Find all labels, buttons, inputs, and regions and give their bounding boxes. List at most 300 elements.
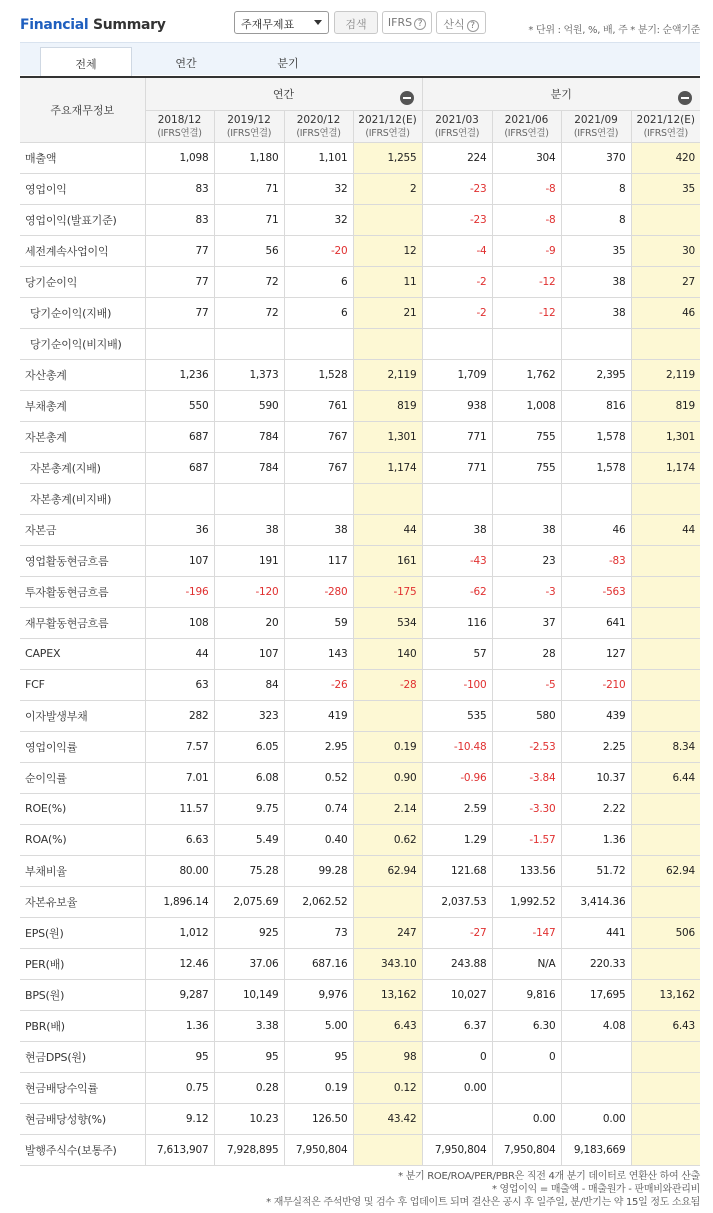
table-cell: 3.38 — [214, 1010, 284, 1041]
table-cell: 1,174 — [353, 452, 422, 483]
row-label: 세전계속사업이익 — [20, 235, 145, 266]
period-basis: (IFRS연결) — [157, 127, 202, 139]
table-cell: 38 — [561, 297, 631, 328]
period-basis: (IFRS연결) — [365, 127, 410, 139]
table-row — [20, 545, 700, 576]
table-cell: 13,162 — [353, 979, 422, 1010]
table-cell: 83 — [145, 204, 214, 235]
table-cell: 72 — [214, 266, 284, 297]
table-cell: 687.16 — [284, 948, 353, 979]
row-label: 당기순이익(비지배) — [20, 328, 145, 359]
table-cell: 0.28 — [214, 1072, 284, 1103]
table-cell: 1,012 — [145, 917, 214, 948]
table-cell: 2,119 — [631, 359, 700, 390]
table-cell: 7,950,804 — [422, 1134, 492, 1165]
table-cell: 2,395 — [561, 359, 631, 390]
table-cell: 38 — [284, 514, 353, 545]
table-row — [20, 793, 700, 824]
table-cell: 71 — [214, 204, 284, 235]
table-cell: 7.57 — [145, 731, 214, 762]
row-label: 자본총계 — [20, 421, 145, 452]
row-label: 자본총계(지배) — [20, 452, 145, 483]
row-label: 영업이익률 — [20, 731, 145, 762]
table-row — [20, 638, 700, 669]
table-cell: 107 — [145, 545, 214, 576]
table-cell: 12.46 — [145, 948, 214, 979]
table-cell: -2 — [422, 266, 492, 297]
table-row — [20, 421, 700, 452]
table-cell: 370 — [561, 142, 631, 173]
table-cell: 755 — [492, 452, 561, 483]
footnote: * 재무실적은 주석반영 및 검수 후 업데이트 되며 결산은 공시 후 일주일, 분/반기는 약 15일 정도 소요됨 — [266, 1197, 700, 1208]
table-cell: 95 — [284, 1041, 353, 1072]
table-cell: 220.33 — [561, 948, 631, 979]
table-cell — [214, 328, 284, 359]
table-cell — [561, 328, 631, 359]
table-cell — [631, 824, 700, 855]
table-cell: 0.00 — [422, 1072, 492, 1103]
table-cell — [353, 483, 422, 514]
table-cell: 10.23 — [214, 1103, 284, 1134]
footnote: * 영업이익 = 매출액 - 매출원가 - 판매비와관리비 — [491, 1184, 700, 1195]
table-cell: -26 — [284, 669, 353, 700]
table-row — [20, 390, 700, 421]
period-header — [422, 110, 492, 142]
period-label: 2020/12 — [296, 113, 341, 126]
table-cell: 819 — [353, 390, 422, 421]
table-cell: -3.84 — [492, 762, 561, 793]
table-cell: 37.06 — [214, 948, 284, 979]
table-cell: 784 — [214, 421, 284, 452]
table-row — [20, 948, 700, 979]
table-cell: 1,896.14 — [145, 886, 214, 917]
table-cell: 6.08 — [214, 762, 284, 793]
table-cell: 2.25 — [561, 731, 631, 762]
table-cell: 2.95 — [284, 731, 353, 762]
table-cell — [631, 1134, 700, 1165]
table-body — [20, 142, 700, 1165]
table-row — [20, 204, 700, 235]
table-cell — [631, 638, 700, 669]
table-row — [20, 1010, 700, 1041]
row-label: 부채총계 — [20, 390, 145, 421]
table-row — [20, 607, 700, 638]
period-basis: (IFRS연결) — [434, 127, 480, 139]
tab-all[interactable]: 전체 — [40, 47, 132, 76]
table-cell: -12 — [492, 297, 561, 328]
table-cell: 439 — [561, 700, 631, 731]
table-cell — [631, 576, 700, 607]
table-row — [20, 514, 700, 545]
table-cell: 1,101 — [284, 142, 353, 173]
group-header-annual — [145, 78, 422, 110]
table-cell: 2,075.69 — [214, 886, 284, 917]
title-part-2: Summary — [88, 17, 166, 33]
table-cell: -147 — [492, 917, 561, 948]
table-cell: 224 — [422, 142, 492, 173]
table-cell: 6.43 — [631, 1010, 700, 1041]
table-cell: 1,373 — [214, 359, 284, 390]
table-cell — [145, 328, 214, 359]
table-cell: 1,528 — [284, 359, 353, 390]
table-cell: -2.53 — [492, 731, 561, 762]
table-row — [20, 1134, 700, 1165]
table-cell: 107 — [214, 638, 284, 669]
table-cell — [631, 886, 700, 917]
row-label: ROE(%) — [20, 793, 145, 824]
table-cell: -23 — [422, 204, 492, 235]
table-cell: 2.59 — [422, 793, 492, 824]
table-cell: 2,062.52 — [284, 886, 353, 917]
table-cell: 7,928,895 — [214, 1134, 284, 1165]
table-cell: 32 — [284, 204, 353, 235]
table-cell — [631, 1103, 700, 1134]
row-label: 현금DPS(원) — [20, 1041, 145, 1072]
table-cell: 1,301 — [353, 421, 422, 452]
row-label: 자본총계(비지배) — [20, 483, 145, 514]
table-cell: 6.43 — [353, 1010, 422, 1041]
table-cell: 7,950,804 — [492, 1134, 561, 1165]
table-cell — [631, 1072, 700, 1103]
search-button[interactable]: 검색 — [334, 11, 378, 34]
table-cell: 6.44 — [631, 762, 700, 793]
table-cell: 191 — [214, 545, 284, 576]
collapse-annual-icon[interactable] — [400, 91, 414, 105]
table-row — [20, 359, 700, 390]
table-cell: 282 — [145, 700, 214, 731]
table-cell: 1,578 — [561, 452, 631, 483]
row-label: 투자활동현금흐름 — [20, 576, 145, 607]
table-cell: 6.63 — [145, 824, 214, 855]
table-cell: 8.34 — [631, 731, 700, 762]
table-cell: 10.37 — [561, 762, 631, 793]
table-cell: 77 — [145, 266, 214, 297]
table-cell: 506 — [631, 917, 700, 948]
table-cell — [631, 948, 700, 979]
table-cell — [353, 700, 422, 731]
table-cell: 95 — [214, 1041, 284, 1072]
table-cell: -62 — [422, 576, 492, 607]
table-cell: 13,162 — [631, 979, 700, 1010]
table-cell: 0 — [492, 1041, 561, 1072]
table-cell: 161 — [353, 545, 422, 576]
table-cell: 6 — [284, 266, 353, 297]
table-cell: 9.75 — [214, 793, 284, 824]
table-row — [20, 1041, 700, 1072]
formula-label: 산식 — [443, 18, 465, 31]
period-basis: (IFRS연결) — [296, 127, 341, 139]
collapse-quarter-icon[interactable] — [678, 91, 692, 105]
group-annual-label: 연간 — [272, 87, 295, 101]
table-cell: 441 — [561, 917, 631, 948]
period-header — [284, 110, 353, 142]
table-cell: 37 — [492, 607, 561, 638]
table-cell: 761 — [284, 390, 353, 421]
table-row — [20, 173, 700, 204]
table-cell: N/A — [492, 948, 561, 979]
table-cell: 84 — [214, 669, 284, 700]
table-cell: 247 — [353, 917, 422, 948]
table-cell: 20 — [214, 607, 284, 638]
table-cell: -12 — [492, 266, 561, 297]
table-cell: -23 — [422, 173, 492, 204]
table-cell: 590 — [214, 390, 284, 421]
title-part-1: Financial — [20, 17, 89, 33]
period-basis: (IFRS연결) — [226, 127, 272, 139]
table-cell: 687 — [145, 452, 214, 483]
tab-annual[interactable]: 연간 — [175, 57, 197, 70]
table-cell: 1,301 — [631, 421, 700, 452]
row-label: 재무활동현금흐름 — [20, 607, 145, 638]
table-row — [20, 700, 700, 731]
table-cell: 323 — [214, 700, 284, 731]
table-cell: 56 — [214, 235, 284, 266]
table-cell: 30 — [631, 235, 700, 266]
table-cell — [353, 886, 422, 917]
table-cell: 1,236 — [145, 359, 214, 390]
row-label: PER(배) — [20, 948, 145, 979]
table-cell: 95 — [145, 1041, 214, 1072]
group-header-quarter — [422, 78, 700, 110]
period-label: 2021/12(E) — [358, 113, 417, 126]
table-cell: 46 — [631, 297, 700, 328]
table-cell: 21 — [353, 297, 422, 328]
table-cell: 77 — [145, 297, 214, 328]
table-cell: 535 — [422, 700, 492, 731]
ifrs-button[interactable] — [382, 11, 432, 34]
row-label: ROA(%) — [20, 824, 145, 855]
table-cell: 5.49 — [214, 824, 284, 855]
table-cell: 11 — [353, 266, 422, 297]
row-label: BPS(원) — [20, 979, 145, 1010]
table-cell: 0.75 — [145, 1072, 214, 1103]
table-cell — [422, 1103, 492, 1134]
table-cell: 420 — [631, 142, 700, 173]
table-cell: 8 — [561, 173, 631, 204]
row-label: 자본금 — [20, 514, 145, 545]
table-cell — [631, 483, 700, 514]
table-cell: 343.10 — [353, 948, 422, 979]
table-cell: 12 — [353, 235, 422, 266]
row-label: 발행주식수(보통주) — [20, 1134, 145, 1165]
formula-button[interactable] — [436, 11, 486, 34]
table-cell: -196 — [145, 576, 214, 607]
table-cell: 80.00 — [145, 855, 214, 886]
table-cell: 77 — [145, 235, 214, 266]
table-cell: 767 — [284, 421, 353, 452]
table-cell: 2,037.53 — [422, 886, 492, 917]
row-label: 자본유보율 — [20, 886, 145, 917]
row-label: 현금배당성향(%) — [20, 1103, 145, 1134]
table-cell: -28 — [353, 669, 422, 700]
table-cell: 23 — [492, 545, 561, 576]
table-cell: 10,149 — [214, 979, 284, 1010]
table-cell: 938 — [422, 390, 492, 421]
period-label: 2018/12 — [157, 113, 202, 126]
table-cell: 1.36 — [145, 1010, 214, 1041]
table-cell: 117 — [284, 545, 353, 576]
row-header: 주요재무정보 — [20, 78, 145, 142]
help-icon[interactable]: ? — [414, 18, 426, 30]
tab-quarter[interactable]: 분기 — [277, 57, 299, 70]
help-icon[interactable]: ? — [467, 20, 479, 32]
row-label: 영업이익(발표기준) — [20, 204, 145, 235]
row-label: PBR(배) — [20, 1010, 145, 1041]
table-cell: 38 — [214, 514, 284, 545]
table-cell: 57 — [422, 638, 492, 669]
table-cell: 8 — [561, 204, 631, 235]
table-cell: 550 — [145, 390, 214, 421]
row-label: 당기순이익(지배) — [20, 297, 145, 328]
period-label: 2021/09 — [574, 113, 618, 126]
table-cell: 0.40 — [284, 824, 353, 855]
table-cell — [561, 1072, 631, 1103]
table-cell: 304 — [492, 142, 561, 173]
table-cell: 1,180 — [214, 142, 284, 173]
table-row — [20, 235, 700, 266]
row-label: 부채비율 — [20, 855, 145, 886]
table-cell — [284, 483, 353, 514]
table-cell: 28 — [492, 638, 561, 669]
table-cell: 0.12 — [353, 1072, 422, 1103]
table-cell: 0.00 — [492, 1103, 561, 1134]
table-cell: 126.50 — [284, 1103, 353, 1134]
period-header — [492, 110, 561, 142]
table-cell: 784 — [214, 452, 284, 483]
table-cell: 44 — [631, 514, 700, 545]
table-cell — [561, 1041, 631, 1072]
row-label: 영업이익 — [20, 173, 145, 204]
chevron-down-icon — [314, 20, 322, 25]
table-cell: -8 — [492, 173, 561, 204]
table-cell: 771 — [422, 452, 492, 483]
table-cell: 43.42 — [353, 1103, 422, 1134]
table-cell: -0.96 — [422, 762, 492, 793]
table-row — [20, 979, 700, 1010]
table-cell — [631, 545, 700, 576]
table-row — [20, 669, 700, 700]
table-cell — [631, 669, 700, 700]
table-cell — [631, 700, 700, 731]
page-title — [20, 17, 166, 33]
table-cell: 2 — [353, 173, 422, 204]
table-cell: 1,098 — [145, 142, 214, 173]
table-cell: 6.30 — [492, 1010, 561, 1041]
table-cell: -563 — [561, 576, 631, 607]
table-row — [20, 824, 700, 855]
table-cell: 0.74 — [284, 793, 353, 824]
financial-table — [20, 76, 700, 1166]
period-basis: (IFRS연결) — [643, 127, 688, 139]
table-cell — [492, 1072, 561, 1103]
table-cell — [353, 328, 422, 359]
table-cell: -100 — [422, 669, 492, 700]
table-cell: -20 — [284, 235, 353, 266]
table-cell: 140 — [353, 638, 422, 669]
table-cell: -10.48 — [422, 731, 492, 762]
table-cell: 71 — [214, 173, 284, 204]
statement-type-select[interactable] — [234, 11, 329, 34]
table-cell — [145, 483, 214, 514]
table-cell: 5.00 — [284, 1010, 353, 1041]
table-row — [20, 855, 700, 886]
row-label: 당기순이익 — [20, 266, 145, 297]
table-cell: 7,950,804 — [284, 1134, 353, 1165]
table-cell: -2 — [422, 297, 492, 328]
period-label: 2021/06 — [504, 113, 549, 126]
group-quarter-label: 분기 — [550, 87, 572, 101]
table-cell: 44 — [145, 638, 214, 669]
table-cell — [631, 793, 700, 824]
table-cell — [422, 328, 492, 359]
table-cell: -210 — [561, 669, 631, 700]
period-label: 2021/12(E) — [636, 113, 695, 126]
row-label: 자산총계 — [20, 359, 145, 390]
table-cell: 36 — [145, 514, 214, 545]
table-cell: 9.12 — [145, 1103, 214, 1134]
table-cell: 83 — [145, 173, 214, 204]
table-cell: 35 — [561, 235, 631, 266]
table-cell: 9,816 — [492, 979, 561, 1010]
table-cell: 133.56 — [492, 855, 561, 886]
period-basis: (IFRS연결) — [573, 127, 619, 139]
statement-type-value: 주재무제표 — [241, 18, 295, 31]
table-cell: 17,695 — [561, 979, 631, 1010]
table-row — [20, 762, 700, 793]
table-cell: 1,255 — [353, 142, 422, 173]
period-label: 2021/03 — [435, 113, 479, 126]
table-row — [20, 266, 700, 297]
row-label: 순이익률 — [20, 762, 145, 793]
table-cell — [214, 483, 284, 514]
period-basis: (IFRS연결) — [504, 127, 549, 139]
table-cell: 59 — [284, 607, 353, 638]
row-label: 영업활동현금흐름 — [20, 545, 145, 576]
table-row — [20, 483, 700, 514]
period-header — [145, 110, 214, 142]
table-cell: 419 — [284, 700, 353, 731]
table-cell: 0.52 — [284, 762, 353, 793]
table-cell: -280 — [284, 576, 353, 607]
table-cell: 62.94 — [353, 855, 422, 886]
table-cell — [492, 483, 561, 514]
row-label: CAPEX — [20, 638, 145, 669]
table-cell: 755 — [492, 421, 561, 452]
table-cell: 2.22 — [561, 793, 631, 824]
table-cell: 38 — [492, 514, 561, 545]
table-cell: 32 — [284, 173, 353, 204]
table-cell — [631, 607, 700, 638]
table-cell: 127 — [561, 638, 631, 669]
row-label: 현금배당수익률 — [20, 1072, 145, 1103]
table-cell: -5 — [492, 669, 561, 700]
table-cell: 9,976 — [284, 979, 353, 1010]
table-cell: 11.57 — [145, 793, 214, 824]
table-cell: 1.29 — [422, 824, 492, 855]
table-cell: 99.28 — [284, 855, 353, 886]
table-cell: -1.57 — [492, 824, 561, 855]
table-cell: 0.19 — [353, 731, 422, 762]
table-cell: 3,414.36 — [561, 886, 631, 917]
table-cell: 2,119 — [353, 359, 422, 390]
table-row — [20, 328, 700, 359]
period-header — [561, 110, 631, 142]
table-cell: 7,613,907 — [145, 1134, 214, 1165]
table-cell: 1,174 — [631, 452, 700, 483]
table-cell: 243.88 — [422, 948, 492, 979]
table-cell: 63 — [145, 669, 214, 700]
table-cell: 38 — [561, 266, 631, 297]
